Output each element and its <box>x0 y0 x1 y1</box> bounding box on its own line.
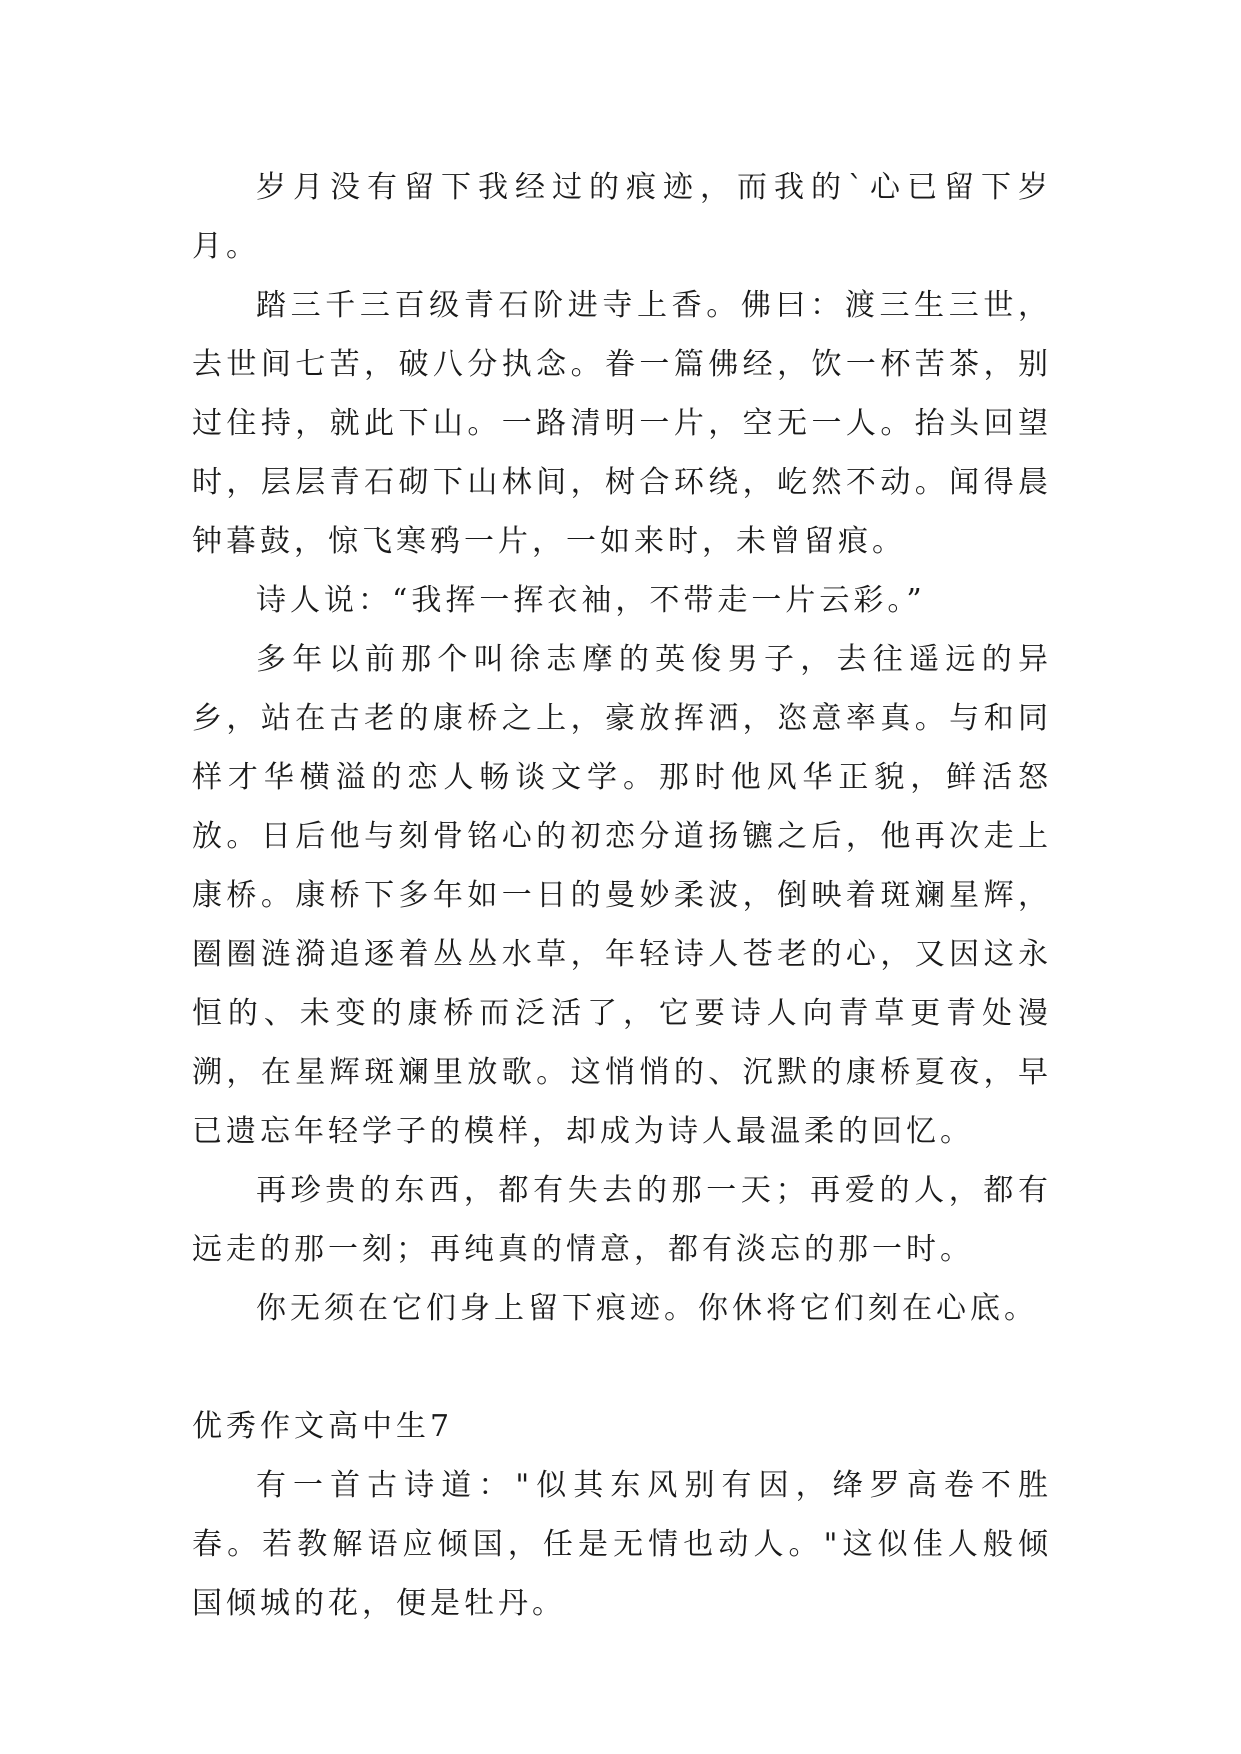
paragraph: 有一首古诗道："似其东风别有因，绛罗高卷不胜春。若教解语应倾国，任是无情也动人。"这似佳人般倾国倾城的花，便是牡丹。 <box>192 1468 1052 1621</box>
paragraph: 你无须在它们身上留下痕迹。你休将它们刻在心底。 <box>256 1291 1038 1326</box>
paragraph: 踏三千三百级青石阶进寺上香。佛曰：渡三生三世，去世间七苦，破八分执念。眷一篇佛经，饮一杯苦茶，别过住持，就此下山。一路清明一片，空无一人。抬头回望时，层层青石砌下山林间，树合环绕，屹然不动。闻得晨钟暮鼓，惊飞寒鸦一片，一如来时，未曾留痕。 <box>192 288 1052 559</box>
document-body <box>192 158 1052 1633</box>
section-spacer <box>192 1338 1052 1397</box>
paragraph: 诗人说：“我挥一挥衣袖，不带走一片云彩。” <box>256 583 926 618</box>
paragraph: 多年以前那个叫徐志摩的英俊男子，去往遥远的异乡，站在古老的康桥之上，豪放挥洒，恣意率真。与和同样才华横溢的恋人畅谈文学。那时他风华正貌，鲜活怒放。日后他与刻骨铭心的初恋分道扬镳之后，他再次走上康桥。康桥下多年如一日的曼妙柔波，倒映着斑斓星辉，圈圈涟漪追逐着丛丛水草，年轻诗人苍老的心，又因这永恒的、未变的康桥而泛活了，它要诗人向青草更青处漫溯，在星辉斑斓里放歌。这悄悄的、沉默的康桥夏夜，早已遗忘年轻学子的模样，却成为诗人最温柔的回忆。 <box>192 642 1052 1149</box>
section-heading: 优秀作文高中生7 <box>192 1409 454 1444</box>
paragraph: 岁月没有留下我经过的痕迹，而我的`心已留下岁月。 <box>192 170 1052 264</box>
paragraph: 再珍贵的东西，都有失去的那一天；再爱的人，都有远走的那一刻；再纯真的情意，都有淡忘的那一时。 <box>192 1173 1052 1267</box>
